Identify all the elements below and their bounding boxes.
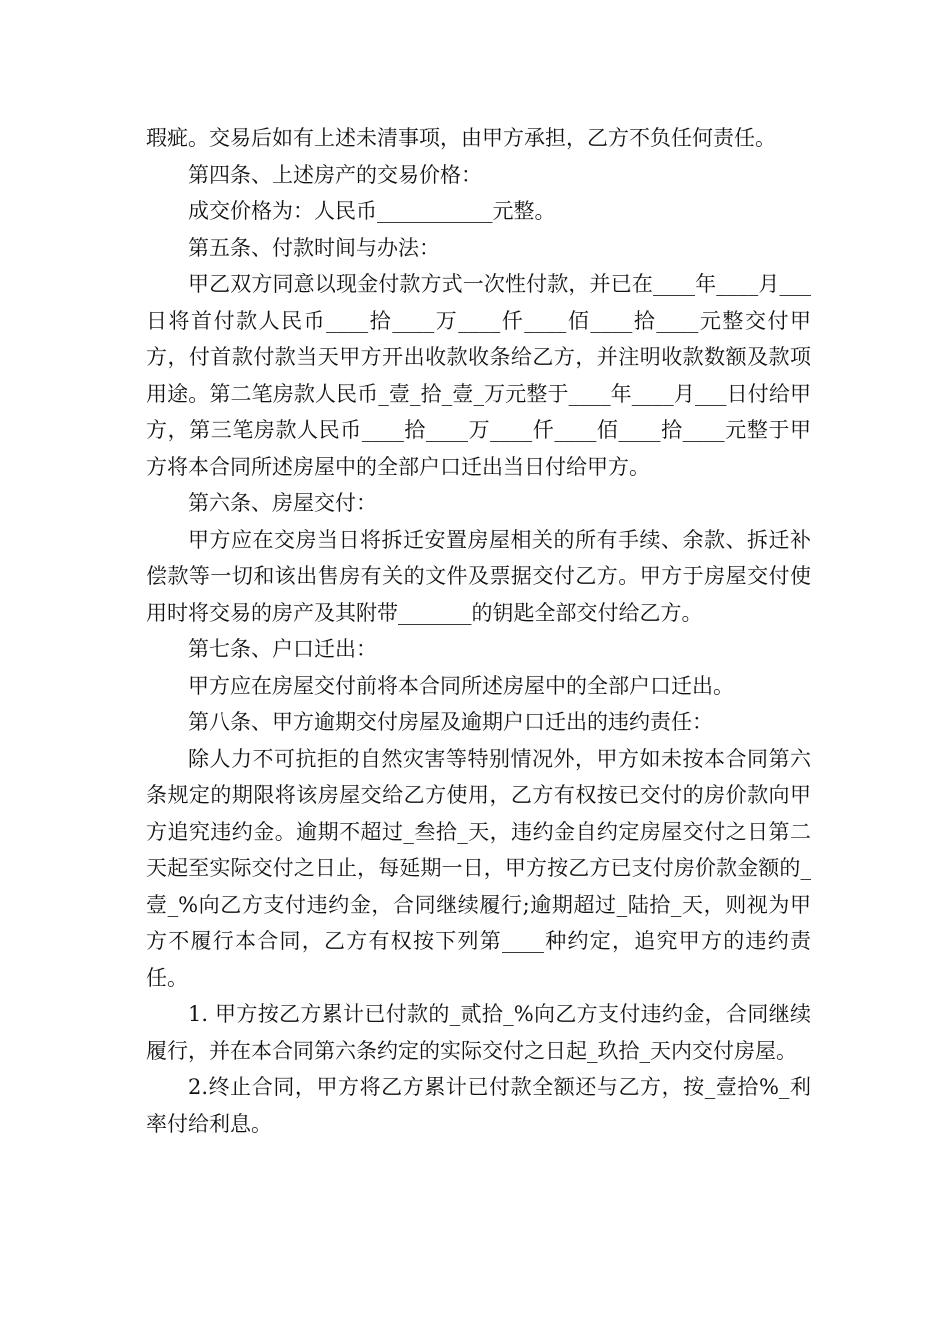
article-4-heading: 第四条、上述房产的交易价格： <box>188 162 482 187</box>
household-registration-terms: 甲方应在房屋交付前将本合同所述房屋中的全部户口迁出。 <box>188 673 734 698</box>
article-8-heading: 第八条、甲方逾期交付房屋及逾期户口迁出的违约责任： <box>188 710 713 734</box>
breach-option-1: 1. 甲方按乙方累计已付款的_贰拾_%向乙方支付违约金，合同继续履行，并在本合同第六条约定的实际交付之日起_玖拾_天内交付房屋。 <box>146 1002 811 1063</box>
transaction-price: 成交价格为：人民币___________元整。 <box>188 199 556 223</box>
payment-terms: 甲乙双方同意以现金付款方式一次性付款，并已在____年____月___日将首付款人民币____拾____万____仟____佰____拾____元整交付甲方，付首款付款当天甲方开出收款收条给乙方，并注明收款数额及款项用途。第二笔房款人民币_壹_拾_壹_万元整于____年____月___日付给甲方，第三笔房款人民币____拾____万____仟____佰____拾____元整于甲方将本合同所述房屋中的全部户口迁出当日付给甲方。 <box>146 272 811 479</box>
article-6-heading: 第六条、房屋交付： <box>188 491 377 515</box>
article-7-heading: 第七条、户口迁出： <box>188 637 377 661</box>
breach-option-2: 2.终止合同，甲方将乙方累计已付款全额还与乙方，按_壹拾%_利率付给利息。 <box>146 1075 811 1136</box>
breach-terms: 除人力不可抗拒的自然灾害等特别情况外，甲方如未按本合同第六条规定的期限将该房屋交给乙方使用，乙方有权按已交付的房价款向甲方追究违约金。逾期不超过_叁拾_天，违约金自约定房屋交付之日第二天起至实际交付之日止，每延期一日，甲方按乙方已支付房价款金额的_壹_%向乙方支付违约金，合同继续履行;逾期超过_陆拾_天，则视为甲方不履行本合同，乙方有权按下列第____种约定，追究甲方的违约责任。 <box>146 746 811 990</box>
paragraph-defect-clause: 瑕疵。交易后如有上述未清事项，由甲方承担，乙方不负任何责任。 <box>146 126 776 150</box>
delivery-terms: 甲方应在交房当日将拆迁安置房屋相关的所有手续、余款、拆迁补偿款等一切和该出售房有关的文件及票据交付乙方。甲方于房屋交付使用时将交易的房产及其附带_______的钥匙全部交付给乙方。 <box>146 527 811 625</box>
contract-text <box>146 120 811 1142</box>
article-5-heading: 第五条、付款时间与办法： <box>188 235 440 260</box>
